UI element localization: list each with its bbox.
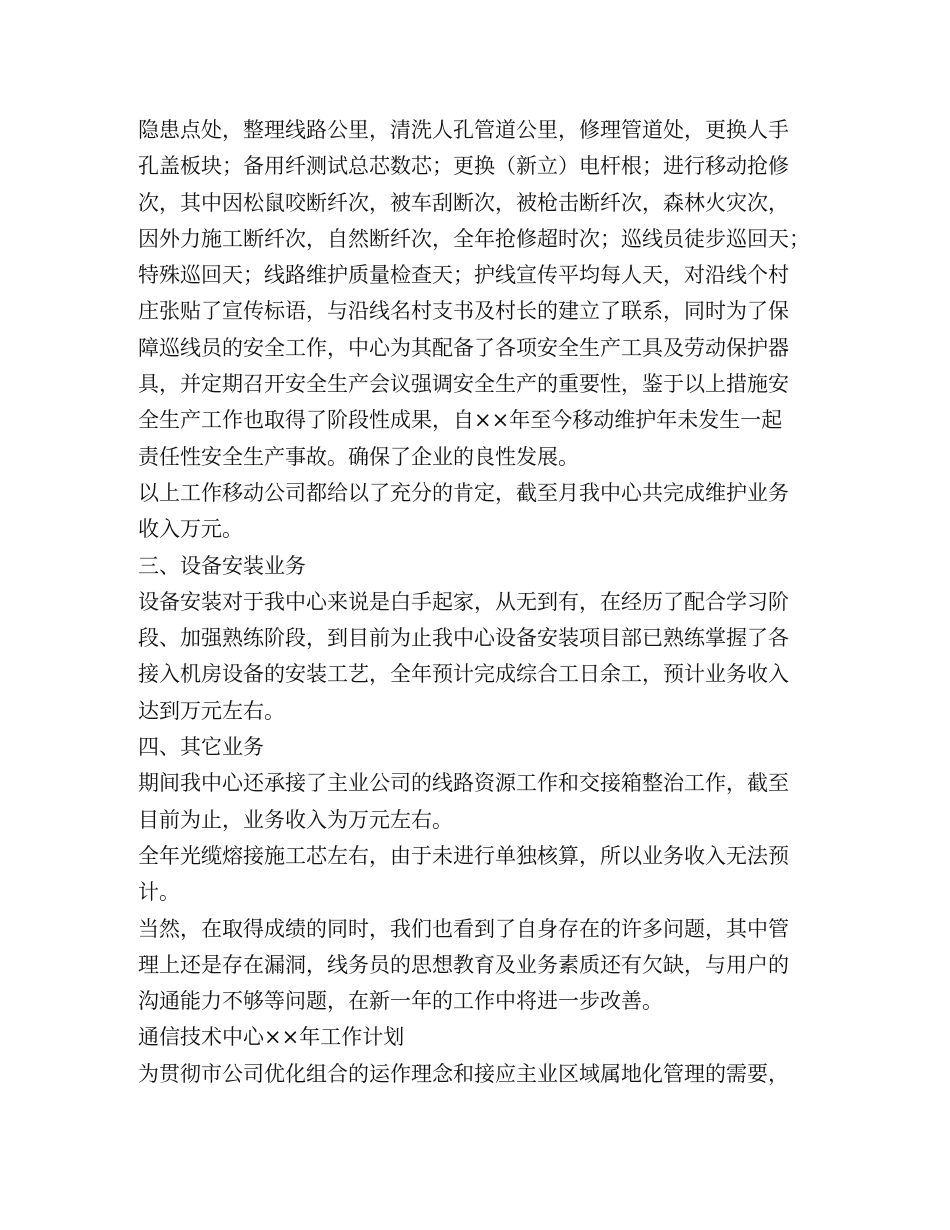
document-body	[138, 112, 828, 1092]
text-line: 为贯彻市公司优化组合的运作理念和接应主业区域属地化管理的需要，	[138, 1061, 789, 1086]
text-line: 障巡线员的安全工作，中心为其配备了各项安全生产工具及劳动保护器	[138, 335, 789, 360]
section-heading: 三、设备安装业务	[138, 553, 306, 578]
text-line: 全生产工作也取得了阶段性成果，自××年至今移动维护年未发生一起	[138, 408, 783, 433]
text-line: 以上工作移动公司都给以了充分的肯定，截至月我中心共完成维护业务	[138, 480, 789, 505]
text-line: 计。	[138, 880, 180, 905]
text-line: 当然，在取得成绩的同时，我们也看到了自身存在的许多问题，其中管	[138, 916, 789, 941]
text-line: 隐患点处，整理线路公里，清洗人孔管道公里，修理管道处，更换人手	[138, 118, 789, 142]
section-heading: 通信技术中心××年工作计划	[138, 1025, 405, 1050]
text-line: 庄张贴了宣传标语，与沿线名村支书及村长的建立了联系，同时为了保	[138, 299, 789, 324]
text-line: 达到万元左右。	[138, 698, 285, 723]
section-heading: 四、其它业务	[138, 735, 264, 760]
text-line: 孔盖板块；备用纤测试总芯数芯；更换（新立）电杆根；进行移动抢修	[138, 154, 789, 179]
text-line: 责任性安全生产事故。确保了企业的良性发展。	[138, 444, 579, 469]
text-line: 次，其中因松鼠咬断纤次，被车刮断次，被枪击断纤次，森林火灾次，	[138, 190, 789, 215]
text-line: 因外力施工断纤次，自然断纤次，全年抢修超时次；巡线员徒步巡回天；	[138, 226, 810, 251]
text-line: 理上还是存在漏洞，线务员的思想教育及业务素质还有欠缺，与用户的	[138, 952, 789, 977]
text-line: 收入万元。	[138, 517, 243, 542]
text-line: 全年光缆熔接施工芯左右，由于未进行单独核算，所以业务收入无法预	[138, 843, 789, 868]
text-line: 目前为止，业务收入为万元左右。	[138, 807, 453, 832]
text-line: 特殊巡回天；线路维护质量检查天；护线宣传平均每人天，对沿线个村	[138, 263, 789, 288]
text-line: 接入机房设备的安装工艺，全年预计完成综合工日余工，预计业务收入	[138, 662, 789, 687]
text-line: 期间我中心还承接了主业公司的线路资源工作和交接箱整治工作，截至	[138, 771, 789, 796]
text-line: 沟通能力不够等问题，在新一年的工作中将进一步改善。	[138, 989, 663, 1014]
text-line: 设备安装对于我中心来说是白手起家，从无到有，在经历了配合学习阶	[138, 589, 789, 614]
text-line: 段、加强熟练阶段，到目前为止我中心设备安装项目部已熟练掌握了各	[138, 626, 789, 651]
text-line: 具，并定期召开安全生产会议强调安全生产的重要性，鉴于以上措施安	[138, 372, 789, 397]
